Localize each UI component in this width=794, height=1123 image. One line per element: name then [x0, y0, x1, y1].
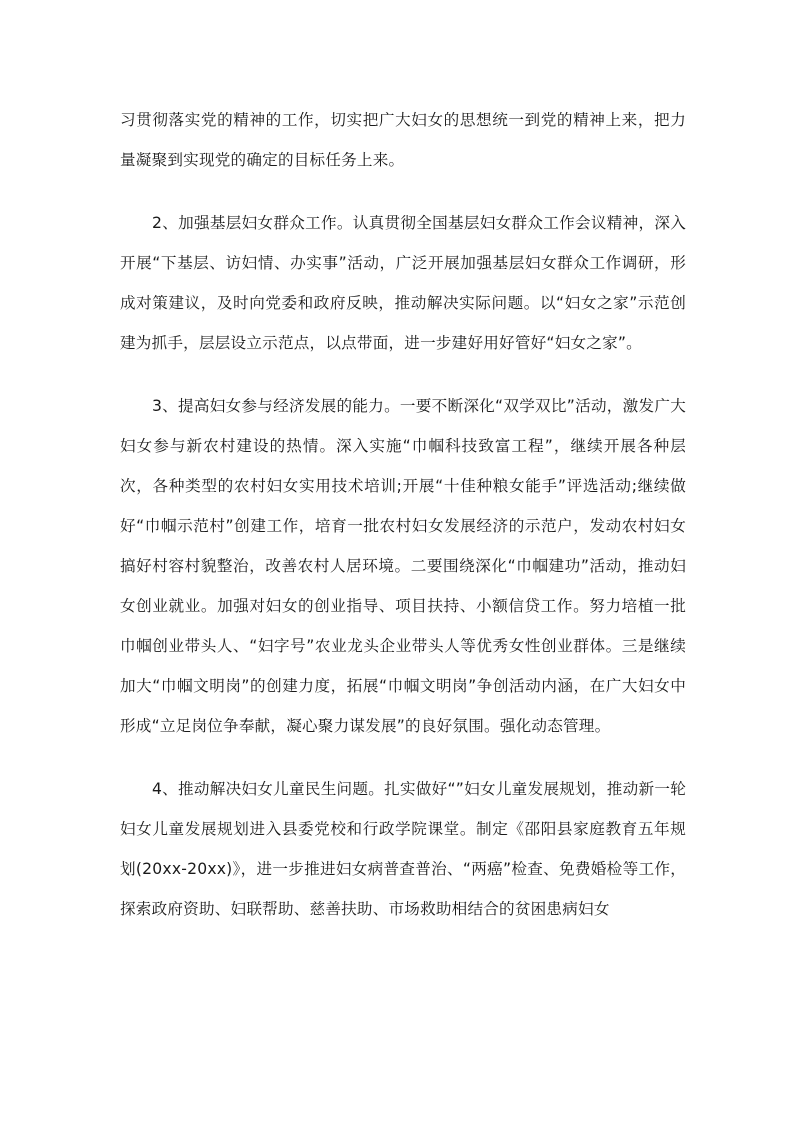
- paragraph-item-2: 2、加强基层妇女群众工作。认真贯彻全国基层妇女群众工作会议精神，深入开展“下基层、访妇情、办实事”活动，广泛开展加强基层妇女群众工作调研，形成对策建议，及时向党委和政府反映，推动解决实际问题。以“妇女之家”示范创建为抓手，层层设立示范点，以点带面，进一步建好用好管好“妇女之家”。: [120, 214, 686, 352]
- paragraph-item-3: 3、提高妇女参与经济发展的能力。一要不断深化“双学双比”活动，激发广大妇女参与新农村建设的热情。深入实施“巾帼科技致富工程”，继续开展各种层次，各种类型的农村妇女实用技术培训;开展“十佳种粮女能手”评选活动;继续做好“巾帼示范村”创建工作，培育一批农村妇女发展经济的示范户，发动农村妇女搞好村容村貌整治，改善农村人居环境。二要围绕深化“巾帼建功”活动，推动妇女创业就业。加强对妇女的创业指导、项目扶持、小额信贷工作。努力培植一批巾帼创业带头人、“妇字号”农业龙头企业带头人等优秀女性创业群体。三是继续加大“巾帼文明岗”的创建力度，拓展“巾帼文明岗”争创活动内涵，在广大妇女中形成“立足岗位争奉献，凝心聚力谋发展”的良好氛围。强化动态管理。: [120, 397, 686, 735]
- document-body: [120, 100, 686, 929]
- paragraph-item-4: 4、推动解决妇女儿童民生问题。扎实做好“”妇女儿童发展规划，推动新一轮妇女儿童发展规划进入县委党校和行政学院课堂。制定《邵阳县家庭教育五年规划(20xx-20xx)》，进一步推进妇女病普查普治、“两癌”检查、免费婚检等工作，探索政府资助、妇联帮助、慈善扶助、市场救助相结合的贫困患病妇女: [120, 780, 686, 918]
- paragraph-continuation: 习贯彻落实党的精神的工作，切实把广大妇女的思想统一到党的精神上来，把力量凝聚到实现党的确定的目标任务上来。: [120, 111, 686, 169]
